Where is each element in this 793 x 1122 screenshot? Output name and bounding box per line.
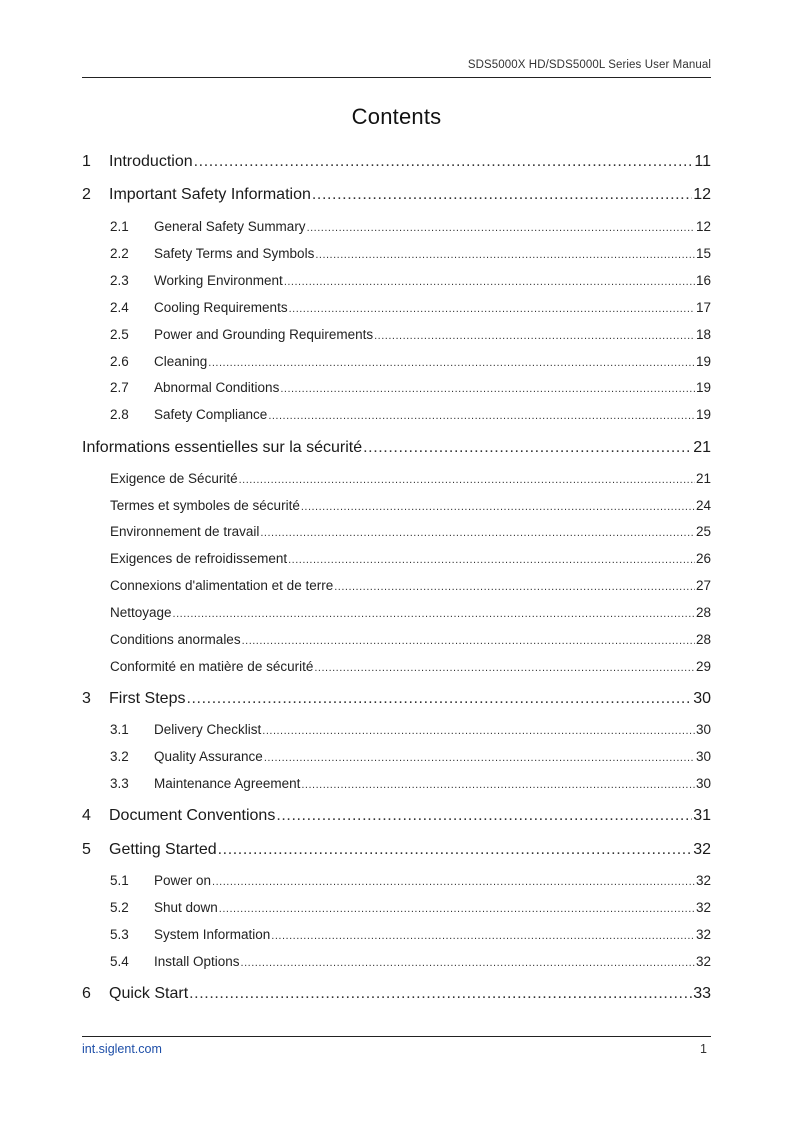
toc-entry-abnormal-conditions[interactable]: 2.7 Abnormal Conditions ..... 19 — [110, 380, 711, 398]
leader-dots — [374, 330, 695, 342]
leader-dots — [264, 752, 695, 764]
leader-dots — [289, 303, 695, 315]
toc-entry-delivery-checklist[interactable]: 3.1 Delivery Checklist ..... 30 — [110, 722, 711, 740]
leader-dots — [186, 690, 692, 708]
toc-entry-system-information[interactable]: 5.3 System Information ..... 32 — [110, 927, 711, 945]
toc-entry-environnement-de-travail[interactable]: Environnement de travail ..... 25 — [110, 524, 711, 542]
page-footer — [82, 1036, 711, 1067]
leader-dots — [312, 186, 692, 204]
toc-entry-informations-essentielles[interactable]: Informations essentielles sur la sécurité ..... 21 — [82, 439, 711, 459]
manual-title: SDS5000X HD/SDS5000L Series User Manual — [467, 59, 711, 71]
leader-dots — [262, 725, 695, 737]
leader-dots — [260, 527, 695, 539]
leader-dots — [280, 383, 695, 395]
leader-dots — [218, 841, 693, 859]
toc-entry-first-steps[interactable]: 3 First Steps ..... 30 — [82, 690, 711, 710]
toc-entry-cooling-requirements[interactable]: 2.4 Cooling Requirements ..... 17 — [110, 300, 711, 318]
website-link[interactable]: int.siglent.com — [82, 1042, 162, 1056]
toc-entry-power-on[interactable]: 5.1 Power on ..... 32 — [110, 873, 711, 891]
page-number: 1 — [700, 1042, 707, 1056]
leader-dots — [219, 903, 695, 915]
toc-entry-exigence-de-securite[interactable]: Exigence de Sécurité ..... 21 — [110, 471, 711, 489]
leader-dots — [242, 635, 695, 647]
toc-entry-general-safety-summary[interactable]: 2.1 General Safety Summary ..... 12 — [110, 219, 711, 237]
toc-entry-quality-assurance[interactable]: 3.2 Quality Assurance ..... 30 — [110, 749, 711, 767]
leader-dots — [288, 554, 695, 566]
toc-entry-conformite[interactable]: Conformité en matière de sécurité ..... 29 — [110, 659, 711, 677]
leader-dots — [189, 985, 692, 1003]
toc-entry-cleaning[interactable]: 2.6 Cleaning ..... 19 — [110, 354, 711, 372]
toc-entry-safety-terms-and-symbols[interactable]: 2.2 Safety Terms and Symbols ..... 15 — [110, 246, 711, 264]
leader-dots — [334, 581, 695, 593]
toc-entry-quick-start[interactable]: 6 Quick Start ..... 33 — [82, 985, 711, 1005]
toc-entry-power-and-grounding-requirements[interactable]: 2.5 Power and Grounding Requirements ..... 18 — [110, 327, 711, 345]
leader-dots — [363, 439, 692, 457]
toc-entry-termes-et-symboles[interactable]: Termes et symboles de sécurité ..... 24 — [110, 498, 711, 516]
leader-dots — [212, 876, 695, 888]
toc-entry-conditions-anormales[interactable]: Conditions anormales ..... 28 — [110, 632, 711, 650]
leader-dots — [241, 957, 695, 969]
leader-dots — [276, 807, 692, 825]
toc-entry-introduction[interactable]: 1 Introduction ..... 11 — [82, 153, 711, 173]
toc-entry-connexions-alimentation[interactable]: Connexions d'alimentation et de terre ..... 27 — [110, 578, 711, 596]
leader-dots — [307, 222, 695, 234]
toc-entry-nettoyage[interactable]: Nettoyage ..... 28 — [110, 605, 711, 623]
leader-dots — [301, 501, 695, 513]
toc-entry-exigences-de-refroidissement[interactable]: Exigences de refroidissement ..... 26 — [110, 551, 711, 569]
toc-entry-getting-started[interactable]: 5 Getting Started ..... 32 — [82, 841, 711, 861]
leader-dots — [173, 608, 695, 620]
toc-entry-working-environment[interactable]: 2.3 Working Environment ..... 16 — [110, 273, 711, 291]
leader-dots — [315, 249, 695, 261]
leader-dots — [208, 357, 695, 369]
leader-dots — [239, 474, 695, 486]
toc-entry-install-options[interactable]: 5.4 Install Options ..... 32 — [110, 954, 711, 972]
leader-dots — [194, 153, 694, 171]
leader-dots — [284, 276, 695, 288]
toc-entry-document-conventions[interactable]: 4 Document Conventions ..... 31 — [82, 807, 711, 827]
page-header — [82, 57, 711, 78]
toc-entry-important-safety-information[interactable]: 2 Important Safety Information ..... 12 — [82, 186, 711, 206]
leader-dots — [271, 930, 695, 942]
leader-dots — [314, 662, 695, 674]
toc-entry-maintenance-agreement[interactable]: 3.3 Maintenance Agreement ..... 30 — [110, 776, 711, 794]
leader-dots — [301, 779, 695, 791]
toc-entry-safety-compliance[interactable]: 2.8 Safety Compliance ..... 19 — [110, 407, 711, 425]
leader-dots — [268, 410, 695, 422]
toc-entry-shut-down[interactable]: 5.2 Shut down ..... 32 — [110, 900, 711, 918]
page-title: Contents — [351, 104, 442, 129]
